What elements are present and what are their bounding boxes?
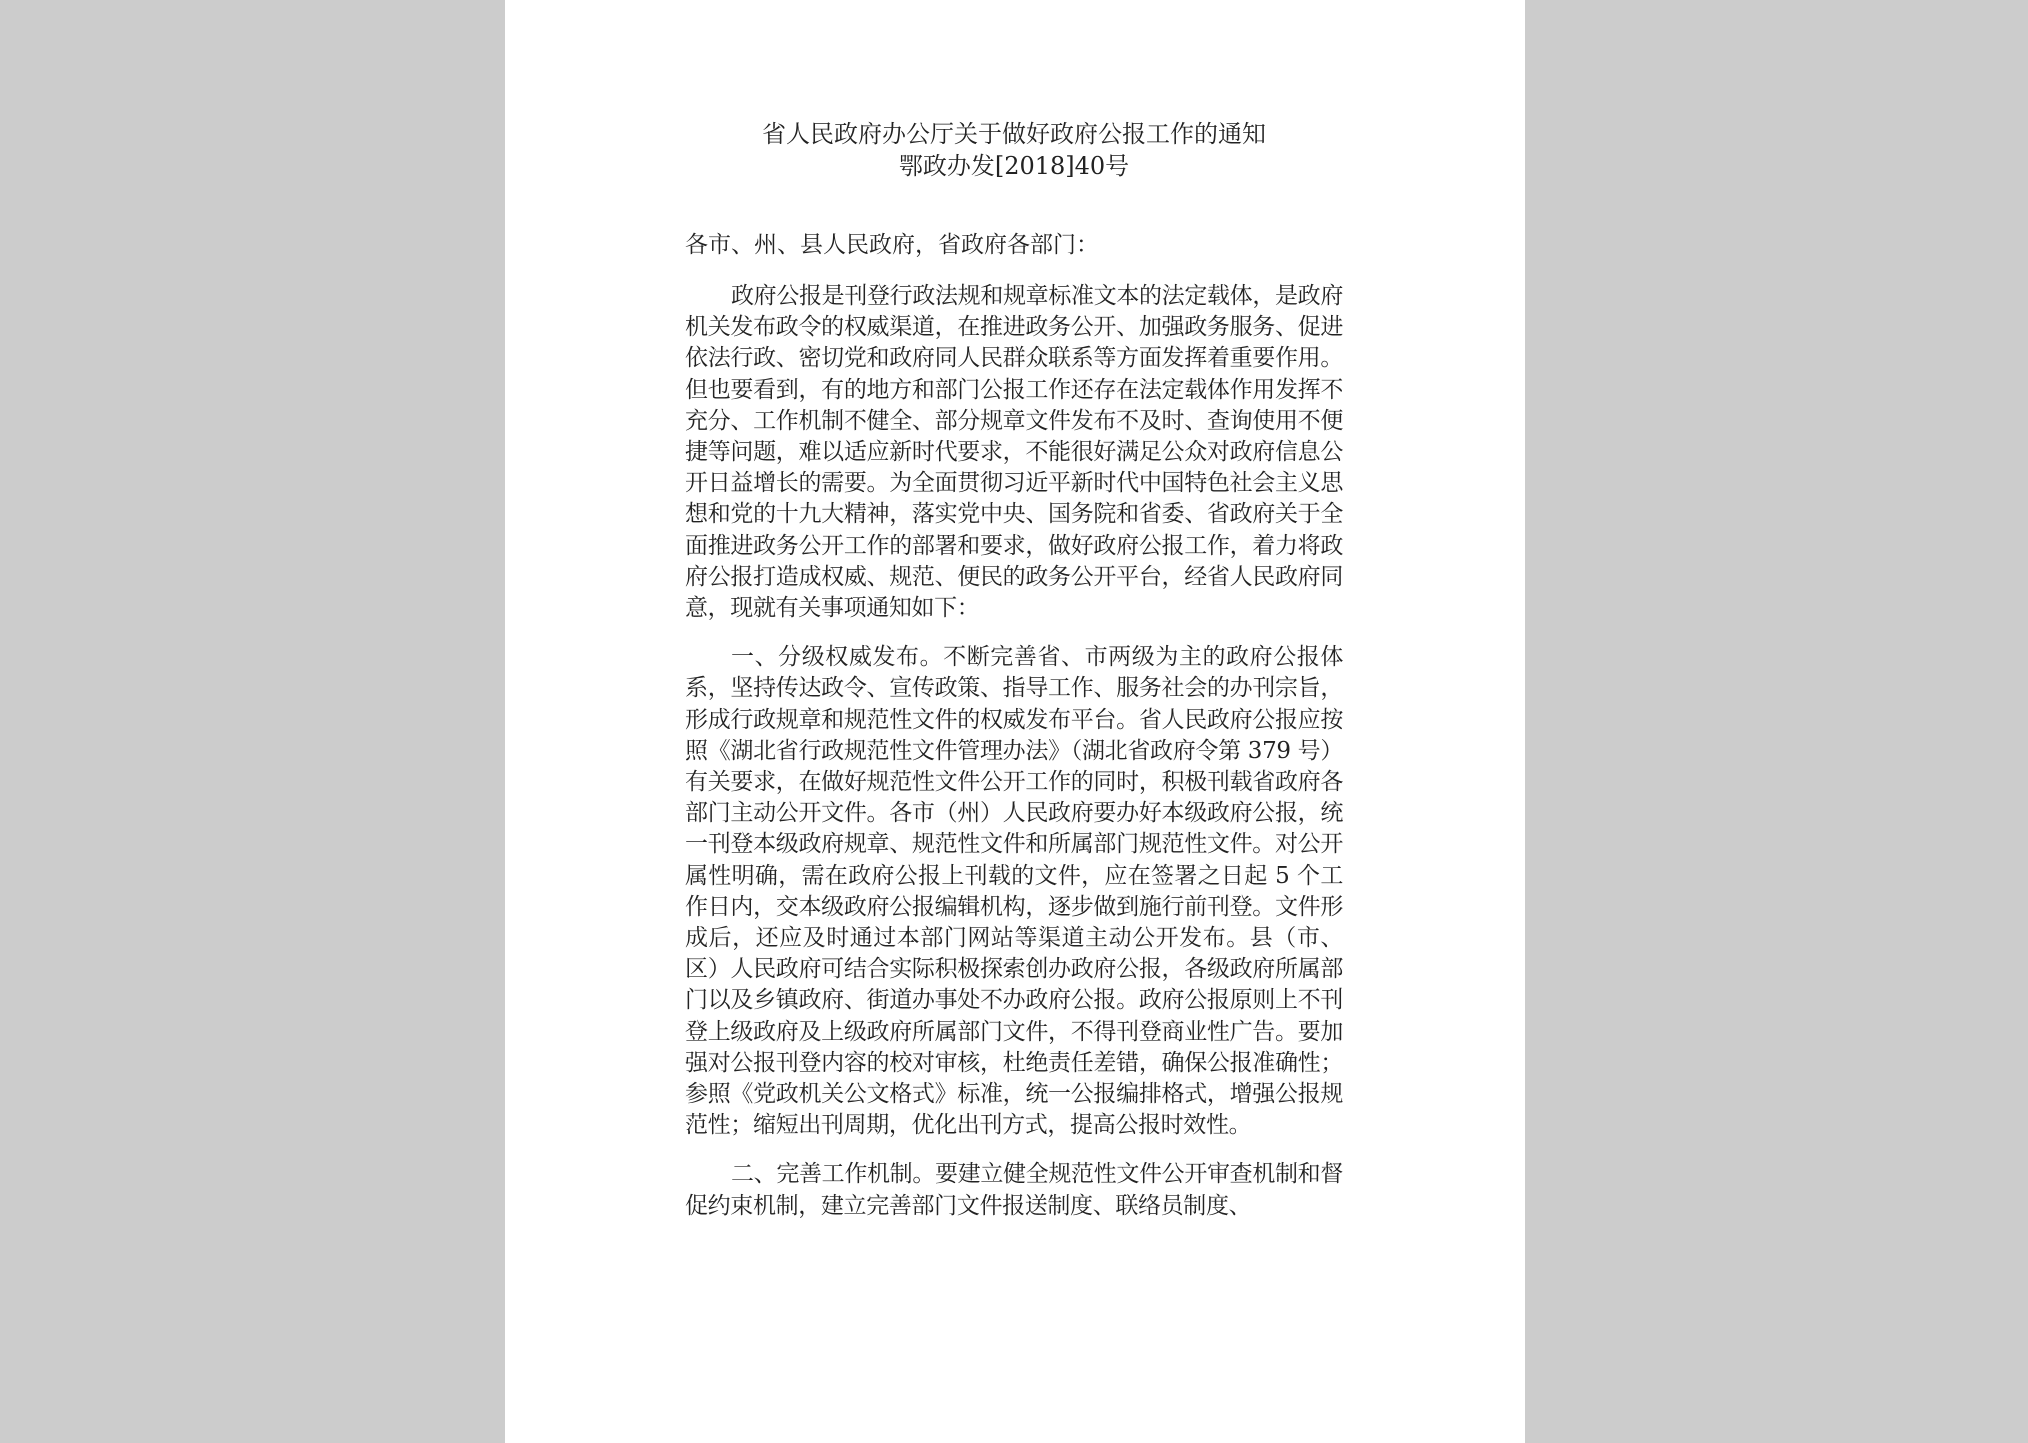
document-title: 省人民政府办公厅关于做好政府公报工作的通知 xyxy=(762,120,1266,148)
paragraph-section-2: 二、完善工作机制。要建立健全规范性文件公开审查机制和督促约束机制，建立完善部门文件报送制度、联络员制度、 xyxy=(685,1161,1343,1219)
document-number: 鄂政办发[2018]40号 xyxy=(898,152,1130,180)
salutation: 各市、州、县人民政府，省政府各部门： xyxy=(685,232,1099,258)
paragraph-section-1: 一、分级权威发布。不断完善省、市两级为主的政府公报体系，坚持传达政令、宣传政策、指导工作、服务社会的办刊宗旨，形成行政规章和规范性文件的权威发布平台。省人民政府公报应按照《湖北省行政规范性文件管理办法》（湖北省政府令第 379 号）有关要求，在做好规范性文件公开工作的同时，积极刊载省政府各部门主动公开文件。各市（州）人民政府要办好本级政府公报，统一刊登本级政府规章、规范性文件和所属部门规范性文件。对公开属性明确，需在政府公报上刊载的文件，应在签署之日起 5 个工作日内，交本级政府公报编辑机构，逐步做到施行前刊登。文件形成后，还应及时通过本部门网站等渠道主动公开发布。县（市、区）人民政府可结合实际积极探索创办政府公报，各级政府所属部门以及乡镇政府、街道办事处不办政府公报。政府公报原则上不刊登上级政府及上级政府所属部门文件，不得刊登商业性广告。要加强对公报刊登内容的校对审核，杜绝责任差错，确保公报准确性；参照《党政机关公文格式》标准，统一公报编排格式，增强公报规范性；缩短出刊周期，优化出刊方式，提高公报时效性。 xyxy=(685,644,1343,1139)
document-page xyxy=(505,0,1525,1443)
paragraph-intro: 政府公报是刊登行政法规和规章标准文本的法定载体，是政府机关发布政令的权威渠道，在推进政务公开、加强政务服务、促进依法行政、密切党和政府同人民群众联系等方面发挥着重要作用。但也要看到，有的地方和部门公报工作还存在法定载体作用发挥不充分、工作机制不健全、部分规章文件发布不及时、查询使用不便捷等问题，难以适应新时代要求，不能很好满足公众对政府信息公开日益增长的需要。为全面贯彻习近平新时代中国特色社会主义思想和党的十九大精神，落实党中央、国务院和省委、省政府关于全面推进政务公开工作的部署和要求，做好政府公报工作，着力将政府公报打造成权威、规范、便民的政务公开平台，经省人民政府同意，现就有关事项通知如下： xyxy=(685,283,1343,622)
